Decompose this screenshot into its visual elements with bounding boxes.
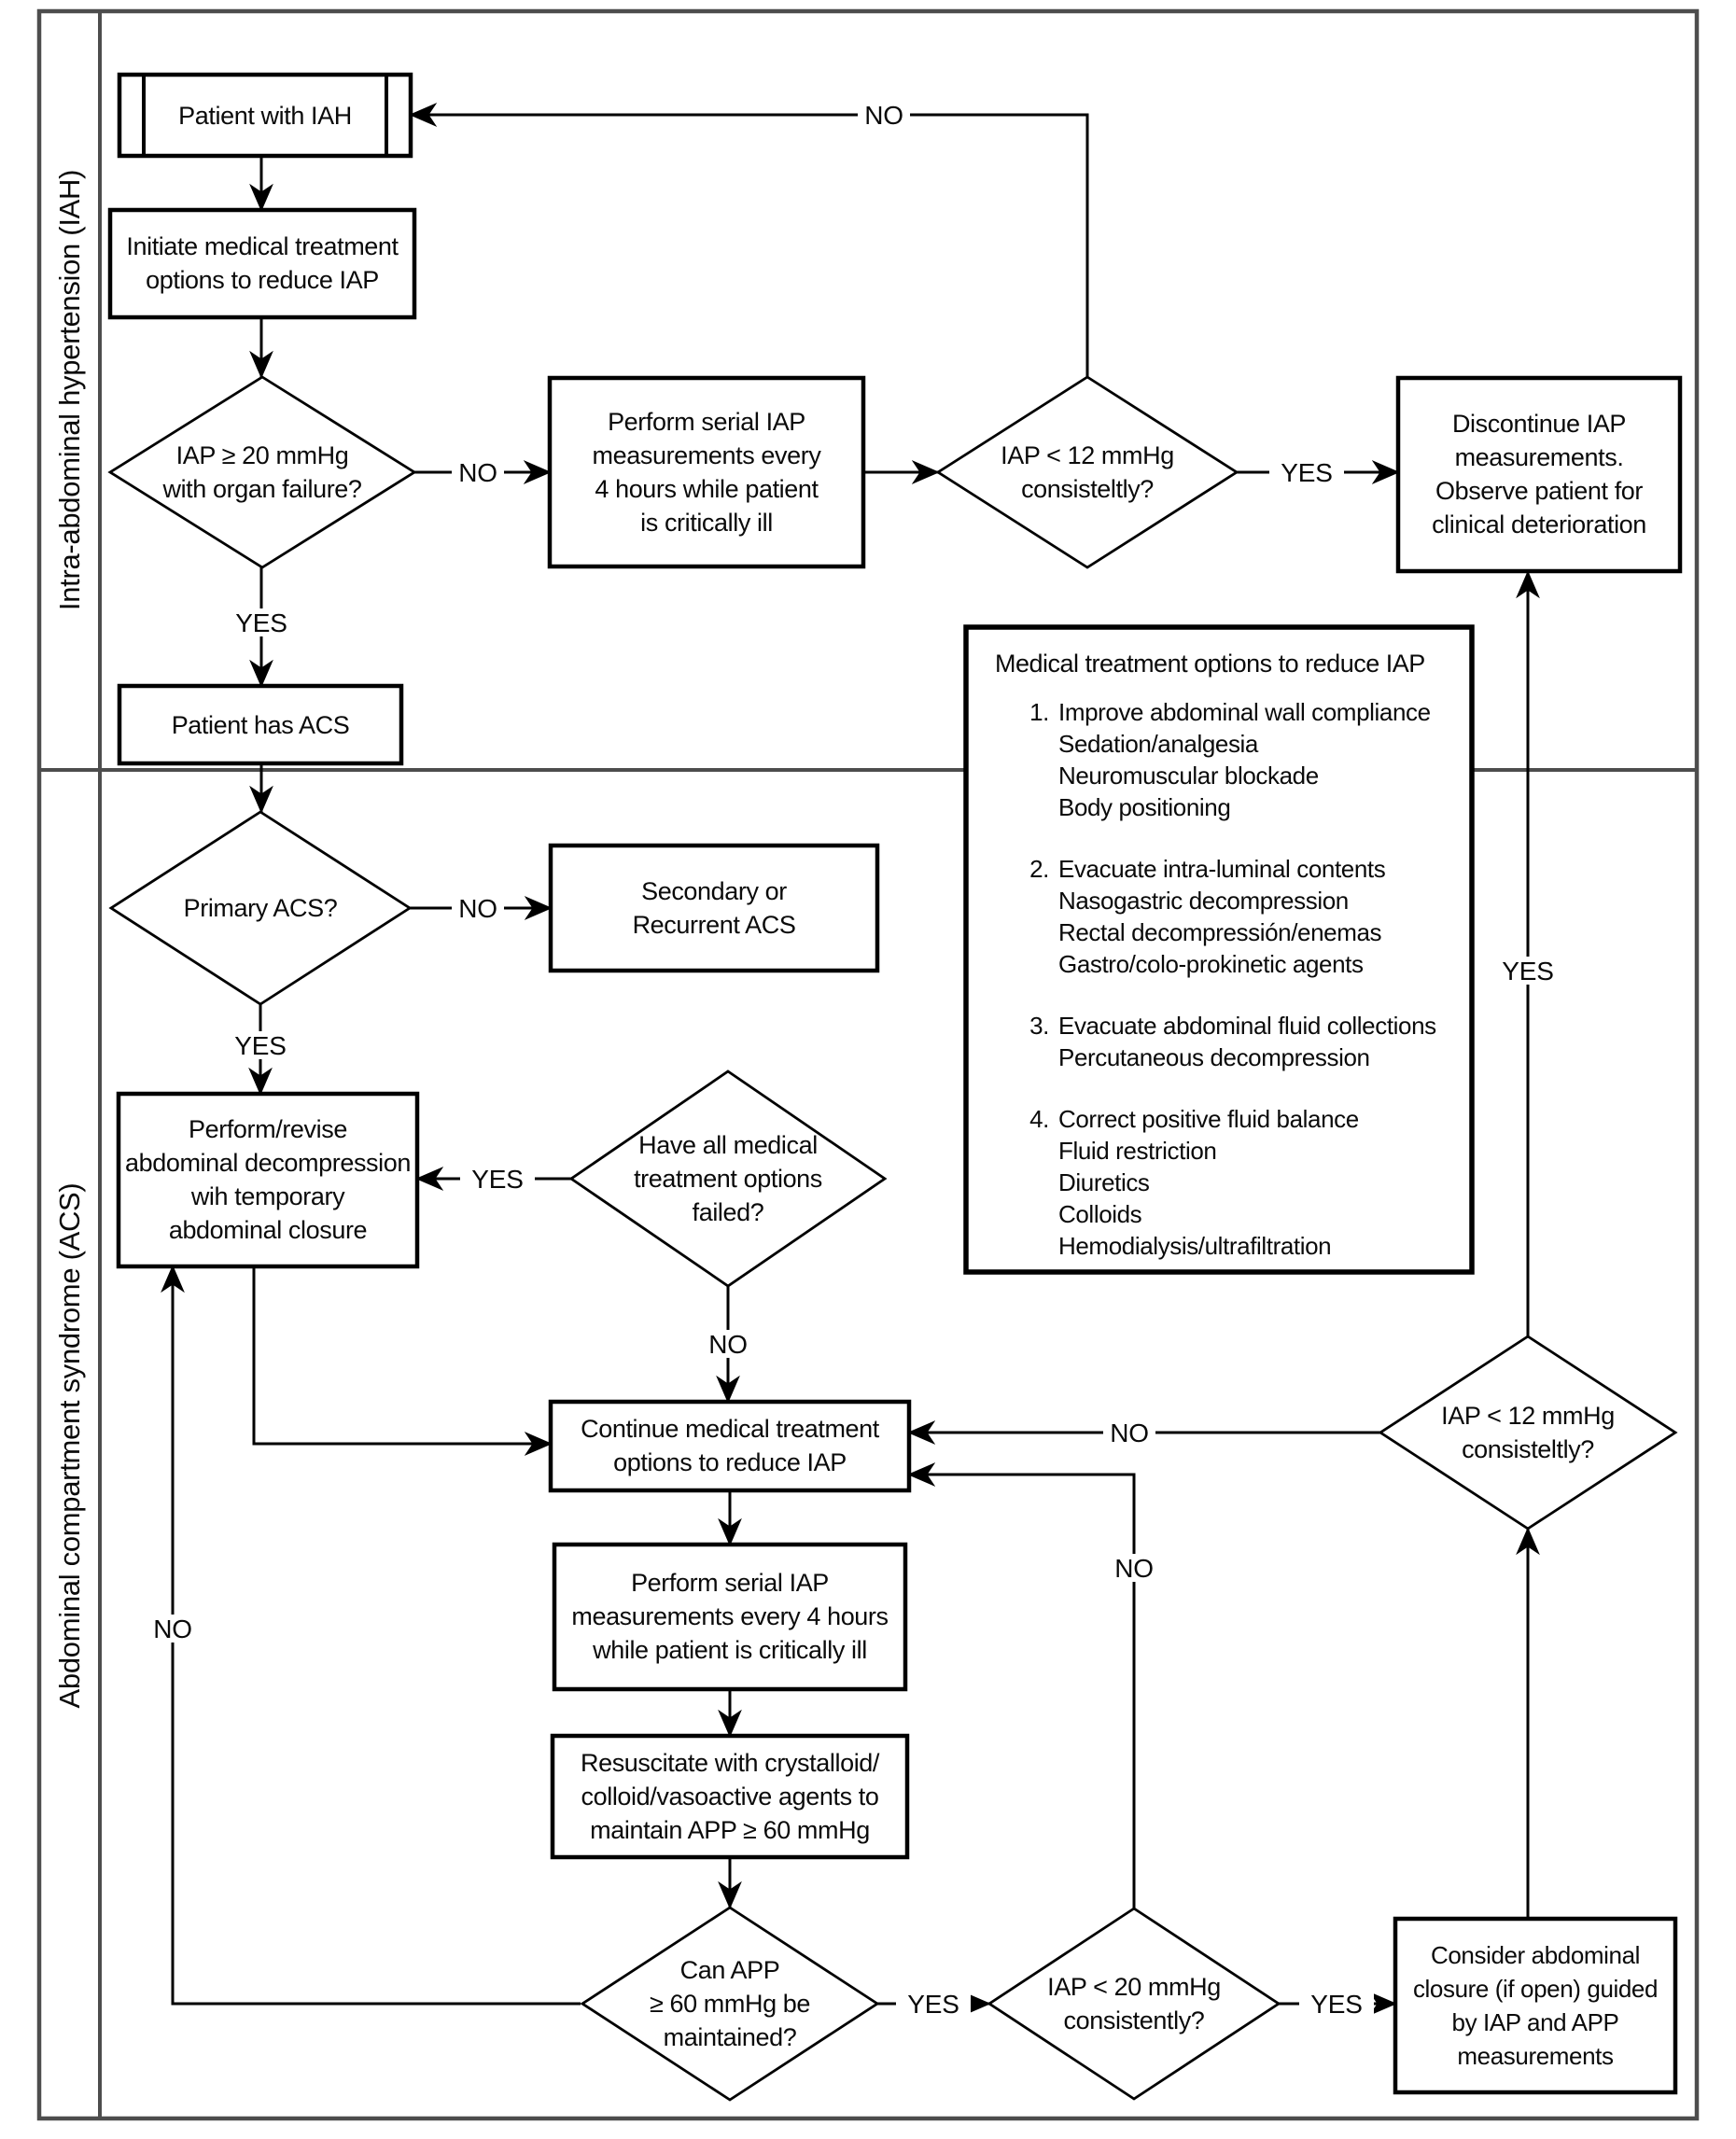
process-shape: [110, 210, 414, 317]
node-discontinue-iap: [1398, 378, 1680, 571]
edge-app60-no-loop-to-performrevise: [173, 1266, 581, 2004]
decision-primary-acs: [111, 812, 410, 1004]
panel-subitem: Percutaneous decompression: [1058, 1043, 1370, 1071]
panel-item-number: 3.: [1029, 1012, 1049, 1040]
panel-subitem: Sedation/analgesia: [1058, 730, 1258, 758]
panel-subitem: Nasogastric decompression: [1058, 887, 1349, 915]
panel-medical-treatment-options: [966, 627, 1472, 1272]
svg-text:YES: YES: [907, 1990, 959, 2019]
node-initiate-medical-treatment: [110, 210, 414, 317]
node-text: Consider abdominal: [1430, 1941, 1641, 1969]
decision-all-treatment-failed: [571, 1071, 885, 1286]
node-text: IAP < 20 mmHg: [1047, 1973, 1221, 2001]
node-text: measurements every 4 hours: [571, 1602, 889, 1630]
panel-subitem: Body positioning: [1058, 793, 1231, 821]
sidebar-label-acs: Abdominal compartment syndrome (ACS): [53, 1182, 86, 1709]
panel-item-text: Improve abdominal wall compliance: [1058, 698, 1431, 726]
process-shape: [1398, 378, 1680, 571]
panel-subitem: Diuretics: [1058, 1168, 1150, 1196]
node-text: Observe patient for: [1435, 477, 1644, 505]
node-patient-with-iah: [119, 75, 411, 156]
node-text: consistently?: [1063, 2006, 1205, 2034]
node-text: Have all medical: [638, 1131, 818, 1159]
node-text: maintained?: [663, 2023, 797, 2051]
panel-item-text: Evacuate intra-luminal contents: [1058, 855, 1386, 883]
edge-label-yes-d2: [1269, 458, 1344, 487]
node-text: wih temporary: [190, 1182, 345, 1210]
node-text: IAP ≥ 20 mmHg: [175, 441, 349, 469]
node-perform-revise-decompression: [119, 1094, 417, 1266]
process-shape: [550, 378, 863, 566]
process-shape: [551, 846, 877, 971]
decision-iap20-consistently: [989, 1908, 1279, 2099]
node-text: while patient is critically ill: [593, 1636, 867, 1664]
decision-shape: [938, 377, 1237, 567]
panel-subitem: Hemodialysis/ultrafiltration: [1058, 1232, 1332, 1260]
node-text: Can APP: [679, 1956, 780, 1984]
node-text: IAP < 12 mmHg: [1441, 1402, 1615, 1430]
node-perform-serial-iap-iah: [550, 378, 863, 566]
section-labels: [53, 170, 86, 1709]
node-text: is critically ill: [640, 509, 773, 537]
node-text: consisteltly?: [1021, 475, 1154, 503]
decision-iap12-right: [1380, 1336, 1675, 1529]
decision-iap12-top: [938, 377, 1237, 567]
panel-subitem: Colloids: [1058, 1200, 1142, 1228]
node-text: abdominal decompression: [125, 1149, 411, 1177]
node-text: Continue medical treatment: [581, 1415, 879, 1443]
edge-label-no-iap20-loop: [1108, 1554, 1160, 1583]
panel-item-text: Correct positive fluid balance: [1058, 1105, 1359, 1133]
node-text: Primary ACS?: [183, 894, 338, 922]
node-text: failed?: [692, 1198, 764, 1226]
svg-text:NO: NO: [458, 458, 497, 487]
node-text: maintain APP ≥ 60 mmHg: [590, 1816, 870, 1844]
svg-text:YES: YES: [1281, 458, 1333, 487]
edge-label-yes-primary: [223, 1031, 298, 1060]
panel-item-number: 1.: [1029, 698, 1049, 726]
edge-label-yes-app60: [896, 1990, 971, 2019]
edge-label-yes-d1: [224, 608, 299, 637]
node-text: with organ failure?: [162, 475, 362, 503]
decision-iap20-organ-failure: [110, 377, 414, 567]
svg-text:NO: NO: [153, 1615, 192, 1643]
edge-label-yes-iap20: [1299, 1990, 1374, 2019]
node-patient-has-acs: [119, 686, 401, 763]
node-text: treatment options: [634, 1165, 822, 1193]
edge-label-no-d1: [452, 458, 504, 487]
sidebar-label-iah: Intra-abdominal hypertension (IAH): [53, 169, 86, 611]
node-text: options to reduce IAP: [613, 1448, 847, 1476]
panel-item-text: Evacuate abdominal fluid collections: [1058, 1012, 1436, 1040]
node-text: closure (if open) guided: [1412, 1975, 1659, 2003]
decision-shape: [989, 1908, 1279, 2099]
node-text: Resuscitate with crystalloid/: [580, 1749, 880, 1777]
panel-subitem: Fluid restriction: [1058, 1137, 1217, 1165]
node-text: Patient with IAH: [178, 102, 352, 130]
decision-shape: [1380, 1336, 1675, 1529]
svg-text:YES: YES: [1310, 1990, 1363, 2019]
edge-label-no-failed: [702, 1330, 754, 1359]
panel-title: Medical treatment options to reduce IAP: [995, 650, 1425, 678]
node-text: Patient has ACS: [171, 711, 350, 739]
node-resuscitate: [553, 1736, 907, 1857]
node-text: clinical deterioration: [1432, 510, 1646, 538]
edge-label-no-iap12-right: [1103, 1419, 1155, 1447]
node-text: measurements every: [592, 441, 821, 469]
svg-text:NO: NO: [1110, 1419, 1149, 1447]
node-text: Perform/revise: [189, 1115, 347, 1143]
node-text: Perform serial IAP: [608, 408, 805, 436]
svg-text:YES: YES: [471, 1165, 524, 1194]
decision-shape: [110, 377, 414, 567]
svg-text:NO: NO: [458, 894, 497, 923]
edge-label-no-app60-loop: [147, 1615, 199, 1643]
node-text: Discontinue IAP: [1451, 410, 1627, 438]
node-text: ≥ 60 mmHg be: [649, 1990, 811, 2018]
panel-subitem: Gastro/colo-prokinetic agents: [1058, 950, 1364, 978]
node-secondary-recurrent-acs: [551, 846, 877, 971]
svg-text:NO: NO: [864, 101, 903, 130]
node-text: Secondary or: [641, 877, 787, 905]
svg-text:NO: NO: [1114, 1554, 1154, 1583]
edge-label-no-primary: [452, 894, 504, 923]
node-text: consisteltly?: [1462, 1435, 1594, 1463]
edge-label-yes-failed: [460, 1165, 535, 1194]
node-text: Perform serial IAP: [631, 1569, 829, 1597]
svg-text:YES: YES: [235, 608, 287, 637]
edge-label-no-top-loop: [858, 101, 910, 130]
node-text: measurements.: [1454, 443, 1624, 471]
node-text: IAP < 12 mmHg: [1001, 441, 1174, 469]
node-perform-serial-iap-acs: [554, 1545, 905, 1689]
node-text: colloid/vasoactive agents to: [581, 1782, 879, 1810]
panel-item-number: 4.: [1029, 1105, 1049, 1133]
panel-item-number: 2.: [1029, 855, 1049, 883]
edge-iap20-no-loop-to-continue: [909, 1475, 1134, 1908]
node-consider-abdominal-closure: [1395, 1919, 1675, 2092]
node-text: abdominal closure: [168, 1216, 368, 1244]
panel-subitem: Rectal decompressión/enemas: [1058, 918, 1382, 946]
decision-app60-maintained: [582, 1908, 877, 2100]
node-text: Initiate medical treatment: [126, 232, 399, 260]
node-text: 4 hours while patient: [595, 475, 819, 503]
node-text: options to reduce IAP: [146, 266, 379, 294]
edge-label-yes-iap12-up: [1491, 957, 1565, 986]
node-text: by IAP and APP: [1451, 2008, 1619, 2036]
svg-text:YES: YES: [1502, 957, 1554, 986]
edge-performrevise-to-continue: [254, 1266, 551, 1444]
node-continue-medical-treatment: [551, 1402, 909, 1490]
node-text: Recurrent ACS: [632, 911, 796, 939]
node-text: measurements: [1457, 2042, 1614, 2070]
svg-text:YES: YES: [234, 1031, 287, 1060]
panel-subitem: Neuromuscular blockade: [1058, 762, 1319, 790]
edge-d2-no-loop-to-patientiah: [411, 115, 1087, 377]
svg-text:NO: NO: [708, 1330, 748, 1359]
